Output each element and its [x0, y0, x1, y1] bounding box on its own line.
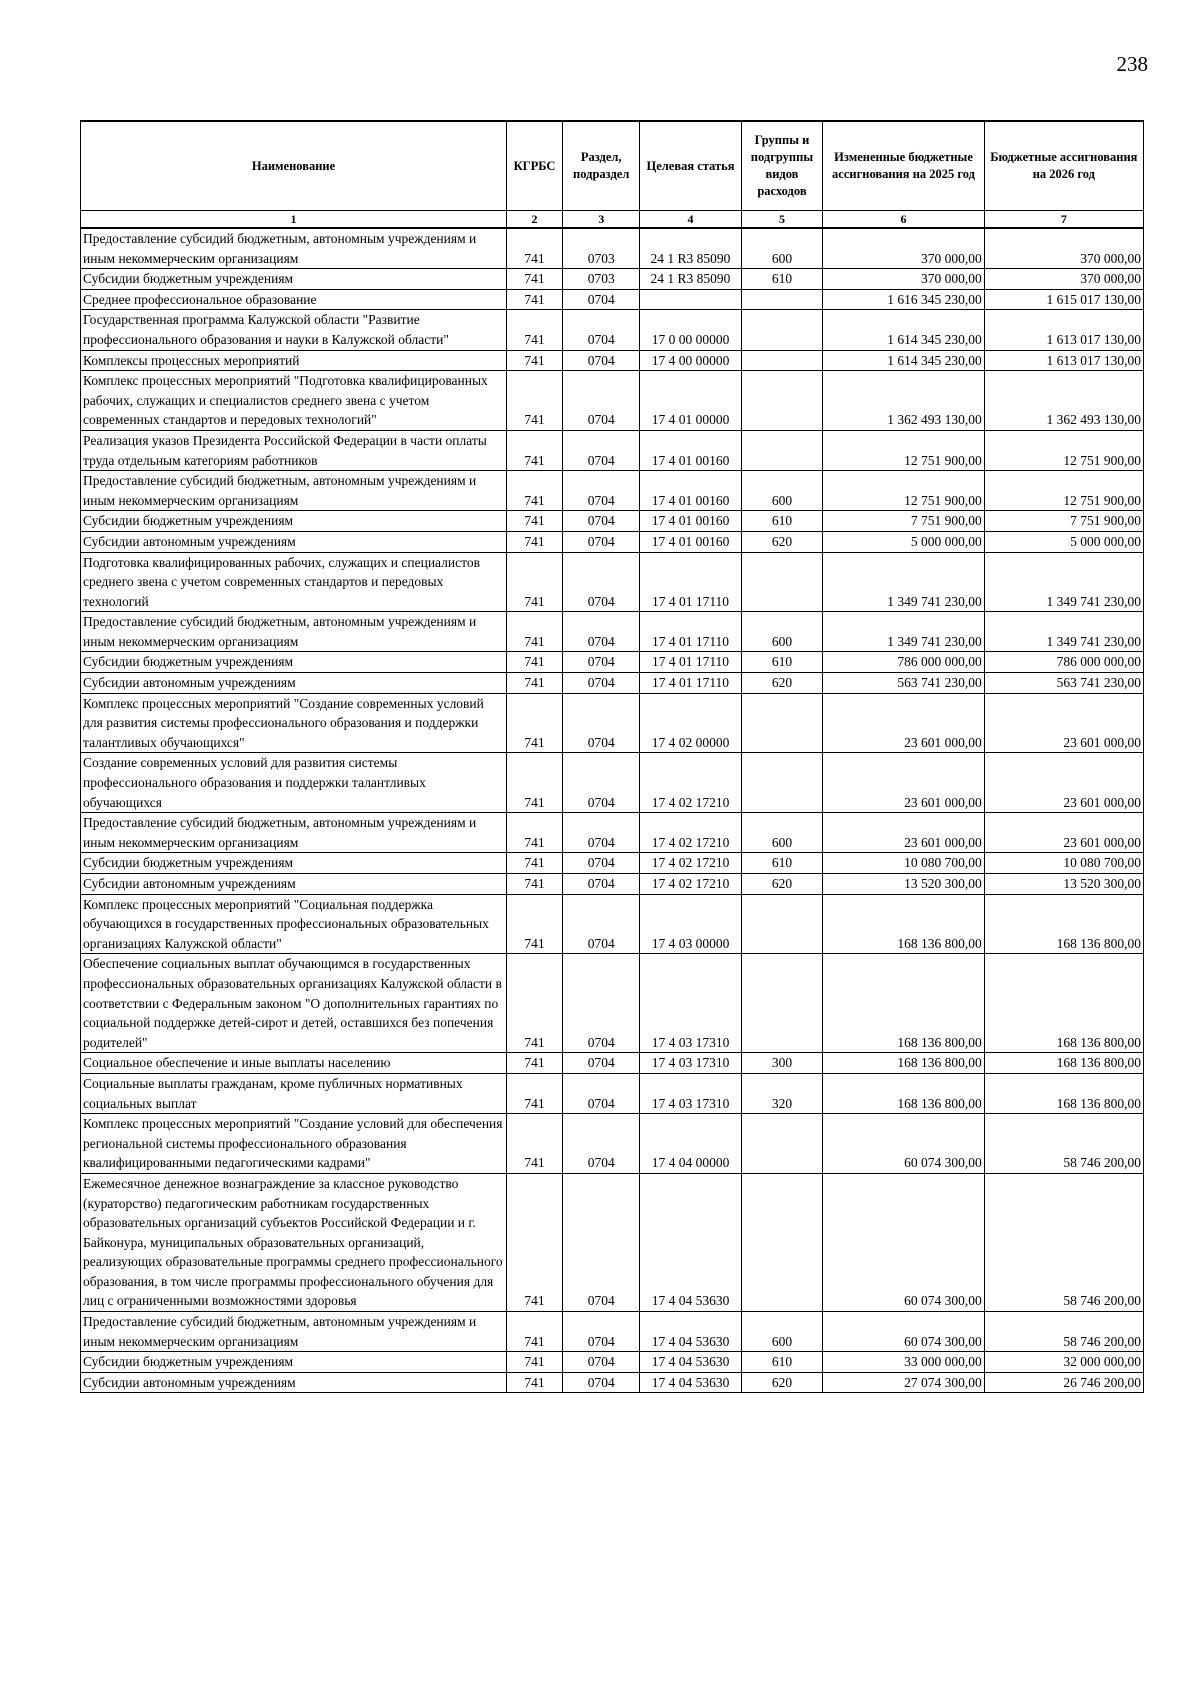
cell-section: 0704: [562, 813, 639, 853]
table-row: [81, 511, 1144, 532]
cell-kgrbs: 741: [507, 310, 563, 350]
cell-expense-group: 610: [741, 1352, 823, 1373]
table-row: [81, 471, 1144, 511]
cell-amount-2026: 370 000,00: [984, 228, 1143, 269]
cell-amount-2026: 58 746 200,00: [984, 1173, 1143, 1311]
header-name: Наименование: [81, 121, 507, 211]
table-row: [81, 269, 1144, 290]
table-row: [81, 430, 1144, 470]
cell-amount-2025: 786 000 000,00: [823, 652, 984, 673]
cell-amount-2026: 23 601 000,00: [984, 813, 1143, 853]
cell-expense-group: 300: [741, 1053, 823, 1074]
column-number: 4: [640, 211, 741, 229]
cell-target-article: 17 4 04 53630: [640, 1352, 741, 1373]
table-row: [81, 1053, 1144, 1074]
cell-kgrbs: 741: [507, 269, 563, 290]
cell-kgrbs: 741: [507, 652, 563, 673]
cell-kgrbs: 741: [507, 350, 563, 371]
table-row: [81, 693, 1144, 753]
cell-name: Комплекс процессных мероприятий "Создание условий для обеспечения региональной системы профессионального образования квалифицированными педагогическими кадрами": [81, 1114, 507, 1174]
cell-target-article: 17 4 00 00000: [640, 350, 741, 371]
cell-amount-2026: 58 746 200,00: [984, 1114, 1143, 1174]
cell-expense-group: 620: [741, 673, 823, 694]
cell-kgrbs: 741: [507, 954, 563, 1053]
column-number: 3: [562, 211, 639, 229]
cell-section: 0704: [562, 652, 639, 673]
cell-amount-2025: 1 616 345 230,00: [823, 289, 984, 310]
cell-amount-2026: 563 741 230,00: [984, 673, 1143, 694]
cell-name: Субсидии бюджетным учреждениям: [81, 1352, 507, 1373]
table-row: [81, 552, 1144, 612]
cell-expense-group: 600: [741, 471, 823, 511]
cell-section: 0704: [562, 511, 639, 532]
cell-section: 0704: [562, 289, 639, 310]
cell-amount-2025: 370 000,00: [823, 269, 984, 290]
cell-kgrbs: 741: [507, 1372, 563, 1393]
cell-target-article: 17 4 02 17210: [640, 813, 741, 853]
table-header-row: [81, 121, 1144, 211]
cell-amount-2025: 370 000,00: [823, 228, 984, 269]
cell-kgrbs: 741: [507, 1173, 563, 1311]
cell-section: 0704: [562, 371, 639, 431]
cell-target-article: 17 4 01 00000: [640, 371, 741, 431]
cell-kgrbs: 741: [507, 1073, 563, 1113]
cell-amount-2026: 5 000 000,00: [984, 531, 1143, 552]
cell-name: Субсидии бюджетным учреждениям: [81, 269, 507, 290]
cell-amount-2026: 168 136 800,00: [984, 1073, 1143, 1113]
cell-amount-2026: 168 136 800,00: [984, 954, 1143, 1053]
cell-section: 0704: [562, 874, 639, 895]
cell-expense-group: 620: [741, 874, 823, 895]
cell-amount-2026: 26 746 200,00: [984, 1372, 1143, 1393]
cell-target-article: 17 0 00 00000: [640, 310, 741, 350]
cell-name: Предоставление субсидий бюджетным, автономным учреждениям и иным некоммерческим организациям: [81, 1312, 507, 1352]
cell-amount-2026: 1 613 017 130,00: [984, 350, 1143, 371]
cell-target-article: 17 4 03 00000: [640, 894, 741, 954]
cell-expense-group: [741, 693, 823, 753]
cell-expense-group: [741, 310, 823, 350]
budget-table: [80, 120, 1144, 1393]
cell-name: Ежемесячное денежное вознаграждение за классное руководство (кураторство) педагогическим работникам государственных образовательных организаций субъектов Российской Федерации и г. Байконура, муниципальных образовательных организаций, реализующих образовательные программы среднего профессионального образования, в том числе программы профессионального обучения для лиц с ограниченными возможностями здоровья: [81, 1173, 507, 1311]
cell-amount-2025: 1 349 741 230,00: [823, 612, 984, 652]
cell-name: Предоставление субсидий бюджетным, автономным учреждениям и иным некоммерческим организациям: [81, 228, 507, 269]
table-body: [81, 228, 1144, 1393]
cell-section: 0704: [562, 1372, 639, 1393]
cell-target-article: 17 4 04 53630: [640, 1312, 741, 1352]
cell-amount-2026: 12 751 900,00: [984, 471, 1143, 511]
cell-target-article: [640, 289, 741, 310]
cell-amount-2025: 23 601 000,00: [823, 813, 984, 853]
cell-expense-group: [741, 954, 823, 1053]
cell-amount-2025: 10 080 700,00: [823, 853, 984, 874]
table-row: [81, 673, 1144, 694]
cell-target-article: 17 4 04 53630: [640, 1372, 741, 1393]
cell-amount-2026: 23 601 000,00: [984, 753, 1143, 813]
cell-amount-2025: 23 601 000,00: [823, 693, 984, 753]
cell-kgrbs: 741: [507, 1114, 563, 1174]
cell-amount-2025: 60 074 300,00: [823, 1312, 984, 1352]
cell-name: Комплекс процессных мероприятий "Создание современных условий для развития системы профессионального образования и поддержки талантливых обучающихся": [81, 693, 507, 753]
cell-name: Субсидии автономным учреждениям: [81, 673, 507, 694]
column-number: 6: [823, 211, 984, 229]
cell-expense-group: [741, 371, 823, 431]
cell-expense-group: 600: [741, 612, 823, 652]
cell-name: Субсидии бюджетным учреждениям: [81, 511, 507, 532]
cell-amount-2026: 7 751 900,00: [984, 511, 1143, 532]
cell-kgrbs: 741: [507, 813, 563, 853]
cell-target-article: 17 4 01 00160: [640, 471, 741, 511]
table-row: [81, 289, 1144, 310]
cell-name: Субсидии автономным учреждениям: [81, 874, 507, 895]
cell-section: 0704: [562, 673, 639, 694]
header-2026: Бюджетные ассигнования на 2026 год: [984, 121, 1143, 211]
cell-amount-2025: 1 614 345 230,00: [823, 350, 984, 371]
cell-amount-2025: 13 520 300,00: [823, 874, 984, 895]
cell-target-article: 17 4 02 17210: [640, 874, 741, 895]
cell-amount-2025: 168 136 800,00: [823, 954, 984, 1053]
cell-name: Подготовка квалифицированных рабочих, служащих и специалистов среднего звена с учетом современных стандартов и передовых технологий: [81, 552, 507, 612]
cell-target-article: 17 4 01 00160: [640, 531, 741, 552]
cell-expense-group: 600: [741, 1312, 823, 1352]
cell-amount-2026: 1 615 017 130,00: [984, 289, 1143, 310]
cell-section: 0704: [562, 350, 639, 371]
cell-expense-group: 620: [741, 1372, 823, 1393]
cell-target-article: 17 4 02 17210: [640, 753, 741, 813]
cell-amount-2025: 168 136 800,00: [823, 894, 984, 954]
cell-section: 0704: [562, 552, 639, 612]
cell-kgrbs: 741: [507, 673, 563, 694]
cell-kgrbs: 741: [507, 753, 563, 813]
cell-kgrbs: 741: [507, 371, 563, 431]
cell-kgrbs: 741: [507, 471, 563, 511]
cell-section: 0704: [562, 753, 639, 813]
cell-section: 0704: [562, 693, 639, 753]
header-groups: Группы и подгруппы видов расходов: [741, 121, 823, 211]
cell-name: Социальные выплаты гражданам, кроме публичных нормативных социальных выплат: [81, 1073, 507, 1113]
cell-target-article: 17 4 04 53630: [640, 1173, 741, 1311]
column-number: 7: [984, 211, 1143, 229]
cell-expense-group: 320: [741, 1073, 823, 1113]
cell-expense-group: [741, 430, 823, 470]
cell-amount-2025: 168 136 800,00: [823, 1073, 984, 1113]
cell-target-article: 17 4 02 00000: [640, 693, 741, 753]
cell-expense-group: [741, 1173, 823, 1311]
cell-kgrbs: 741: [507, 612, 563, 652]
cell-amount-2026: 1 349 741 230,00: [984, 552, 1143, 612]
cell-kgrbs: 741: [507, 693, 563, 753]
cell-amount-2026: 58 746 200,00: [984, 1312, 1143, 1352]
cell-expense-group: 610: [741, 652, 823, 673]
cell-name: Государственная программа Калужской области "Развитие профессионального образования и науки в Калужской области": [81, 310, 507, 350]
table-row: [81, 310, 1144, 350]
column-number: 5: [741, 211, 823, 229]
page-number: 238: [1116, 52, 1148, 76]
cell-name: Субсидии автономным учреждениям: [81, 1372, 507, 1393]
cell-amount-2025: 1 614 345 230,00: [823, 310, 984, 350]
cell-amount-2025: 33 000 000,00: [823, 1352, 984, 1373]
header-2025: Измененные бюджетные ассигнования на 2025 год: [823, 121, 984, 211]
table-row: [81, 652, 1144, 673]
cell-name: Комплексы процессных мероприятий: [81, 350, 507, 371]
table-row: [81, 228, 1144, 269]
cell-name: Предоставление субсидий бюджетным, автономным учреждениям и иным некоммерческим организациям: [81, 471, 507, 511]
cell-name: Субсидии автономным учреждениям: [81, 531, 507, 552]
cell-target-article: 17 4 02 17210: [640, 853, 741, 874]
cell-kgrbs: 741: [507, 1352, 563, 1373]
cell-target-article: 17 4 01 00160: [640, 511, 741, 532]
cell-expense-group: [741, 753, 823, 813]
table-row: [81, 1073, 1144, 1113]
column-number: 2: [507, 211, 563, 229]
cell-expense-group: [741, 552, 823, 612]
table-row: [81, 531, 1144, 552]
cell-expense-group: 610: [741, 853, 823, 874]
table-row: [81, 813, 1144, 853]
cell-kgrbs: 741: [507, 853, 563, 874]
cell-amount-2025: 5 000 000,00: [823, 531, 984, 552]
cell-kgrbs: 741: [507, 894, 563, 954]
cell-section: 0704: [562, 1352, 639, 1373]
cell-kgrbs: 741: [507, 430, 563, 470]
cell-amount-2025: 12 751 900,00: [823, 430, 984, 470]
table-row: [81, 1312, 1144, 1352]
column-number: 1: [81, 211, 507, 229]
cell-expense-group: [741, 289, 823, 310]
cell-section: 0704: [562, 430, 639, 470]
cell-section: 0704: [562, 612, 639, 652]
cell-kgrbs: 741: [507, 1312, 563, 1352]
header-kgrbs: КГРБС: [507, 121, 563, 211]
cell-name: Среднее профессиональное образование: [81, 289, 507, 310]
cell-target-article: 17 4 03 17310: [640, 954, 741, 1053]
cell-section: 0703: [562, 228, 639, 269]
cell-amount-2026: 1 362 493 130,00: [984, 371, 1143, 431]
cell-amount-2025: 27 074 300,00: [823, 1372, 984, 1393]
cell-amount-2026: 10 080 700,00: [984, 853, 1143, 874]
table-row: [81, 1173, 1144, 1311]
cell-expense-group: 600: [741, 228, 823, 269]
cell-kgrbs: 741: [507, 874, 563, 895]
cell-target-article: 17 4 01 17110: [640, 552, 741, 612]
cell-name: Субсидии бюджетным учреждениям: [81, 652, 507, 673]
cell-kgrbs: 741: [507, 228, 563, 269]
cell-amount-2026: 32 000 000,00: [984, 1352, 1143, 1373]
cell-section: 0704: [562, 1173, 639, 1311]
table-row: [81, 1114, 1144, 1174]
cell-kgrbs: 741: [507, 531, 563, 552]
cell-section: 0703: [562, 269, 639, 290]
cell-expense-group: 600: [741, 813, 823, 853]
cell-target-article: 17 4 03 17310: [640, 1073, 741, 1113]
cell-name: Социальное обеспечение и иные выплаты населению: [81, 1053, 507, 1074]
cell-amount-2025: 168 136 800,00: [823, 1053, 984, 1074]
cell-section: 0704: [562, 310, 639, 350]
header-target: Целевая статья: [640, 121, 741, 211]
cell-expense-group: 610: [741, 269, 823, 290]
cell-target-article: 17 4 01 17110: [640, 652, 741, 673]
table-row: [81, 954, 1144, 1053]
cell-name: Обеспечение социальных выплат обучающимся в государственных профессиональных образовательных организациях Калужской области в соответствии с Федеральным законом "О дополнительных гарантиях по социальной поддержке детей-сирот и детей, оставшихся без попечения родителей": [81, 954, 507, 1053]
cell-expense-group: 620: [741, 531, 823, 552]
cell-section: 0704: [562, 853, 639, 874]
cell-target-article: 17 4 01 17110: [640, 612, 741, 652]
cell-amount-2025: 7 751 900,00: [823, 511, 984, 532]
cell-section: 0704: [562, 1114, 639, 1174]
cell-kgrbs: 741: [507, 552, 563, 612]
cell-section: 0704: [562, 1312, 639, 1352]
cell-expense-group: [741, 894, 823, 954]
table-row: [81, 371, 1144, 431]
cell-target-article: 17 4 01 00160: [640, 430, 741, 470]
cell-amount-2025: 1 362 493 130,00: [823, 371, 984, 431]
cell-amount-2025: 563 741 230,00: [823, 673, 984, 694]
cell-amount-2025: 1 349 741 230,00: [823, 552, 984, 612]
cell-amount-2026: 786 000 000,00: [984, 652, 1143, 673]
table-row: [81, 753, 1144, 813]
table-row: [81, 1372, 1144, 1393]
cell-expense-group: [741, 350, 823, 371]
cell-section: 0704: [562, 1053, 639, 1074]
cell-name: Реализация указов Президента Российской Федерации в части оплаты труда отдельным категориям работников: [81, 430, 507, 470]
cell-amount-2026: 12 751 900,00: [984, 430, 1143, 470]
cell-kgrbs: 741: [507, 511, 563, 532]
cell-amount-2026: 1 349 741 230,00: [984, 612, 1143, 652]
cell-amount-2025: 23 601 000,00: [823, 753, 984, 813]
table-row: [81, 874, 1144, 895]
cell-target-article: 17 4 04 00000: [640, 1114, 741, 1174]
cell-name: Предоставление субсидий бюджетным, автономным учреждениям и иным некоммерческим организациям: [81, 612, 507, 652]
cell-section: 0704: [562, 954, 639, 1053]
cell-amount-2025: 60 074 300,00: [823, 1173, 984, 1311]
cell-section: 0704: [562, 471, 639, 511]
cell-name: Комплекс процессных мероприятий "Социальная поддержка обучающихся в государственных профессиональных образовательных организациях Калужской области": [81, 894, 507, 954]
cell-name: Предоставление субсидий бюджетным, автономным учреждениям и иным некоммерческим организациям: [81, 813, 507, 853]
table-row: [81, 853, 1144, 874]
cell-expense-group: [741, 1114, 823, 1174]
table-row: [81, 1352, 1144, 1373]
cell-amount-2026: 23 601 000,00: [984, 693, 1143, 753]
cell-amount-2025: 12 751 900,00: [823, 471, 984, 511]
column-number-row: [81, 211, 1144, 229]
table-row: [81, 894, 1144, 954]
cell-target-article: 17 4 03 17310: [640, 1053, 741, 1074]
cell-section: 0704: [562, 894, 639, 954]
cell-name: Субсидии бюджетным учреждениям: [81, 853, 507, 874]
cell-amount-2026: 168 136 800,00: [984, 1053, 1143, 1074]
cell-name: Комплекс процессных мероприятий "Подготовка квалифицированных рабочих, служащих и специалистов среднего звена с учетом современных стандартов и передовых технологий": [81, 371, 507, 431]
cell-amount-2026: 168 136 800,00: [984, 894, 1143, 954]
cell-amount-2025: 60 074 300,00: [823, 1114, 984, 1174]
cell-target-article: 24 1 R3 85090: [640, 228, 741, 269]
cell-kgrbs: 741: [507, 1053, 563, 1074]
cell-name: Создание современных условий для развития системы профессионального образования и поддержки талантливых обучающихся: [81, 753, 507, 813]
header-section: Раздел, подраздел: [562, 121, 639, 211]
table-row: [81, 350, 1144, 371]
cell-amount-2026: 370 000,00: [984, 269, 1143, 290]
cell-target-article: 24 1 R3 85090: [640, 269, 741, 290]
cell-expense-group: 610: [741, 511, 823, 532]
cell-target-article: 17 4 01 17110: [640, 673, 741, 694]
cell-amount-2026: 1 613 017 130,00: [984, 310, 1143, 350]
cell-amount-2026: 13 520 300,00: [984, 874, 1143, 895]
cell-kgrbs: 741: [507, 289, 563, 310]
cell-section: 0704: [562, 531, 639, 552]
table-row: [81, 612, 1144, 652]
cell-section: 0704: [562, 1073, 639, 1113]
